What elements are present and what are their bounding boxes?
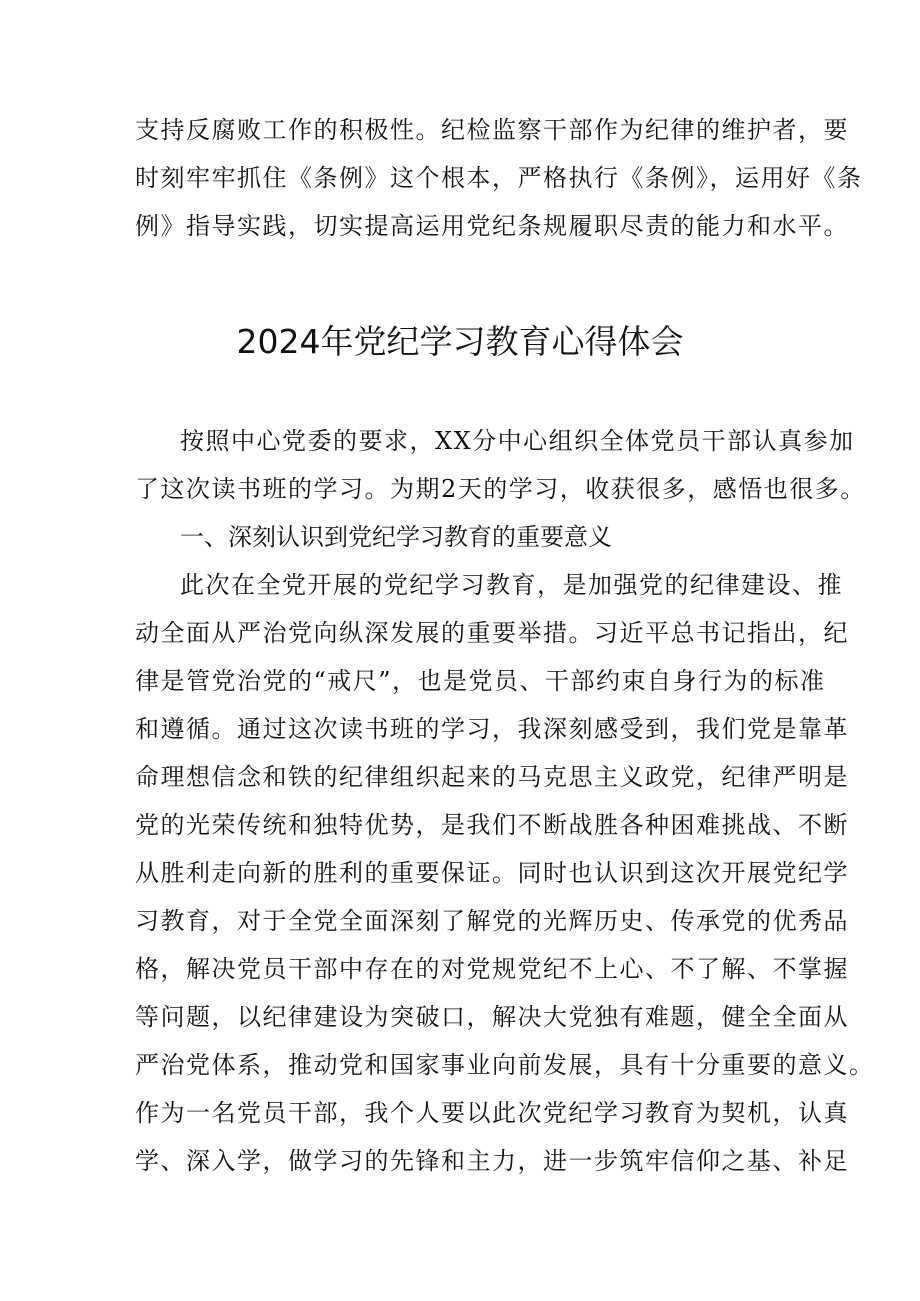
body-line: 严治党体系，推动党和国家事业向前发展，具有十分重要的意义。 (135, 1051, 875, 1079)
intro-line: 了这次读书班的学习。为期2天的学习，收获很多，感悟也很多。 (135, 475, 866, 503)
body-line: 学、深入学，做学习的先锋和主力，进一步筑牢信仰之基、补足 (135, 1147, 849, 1175)
body-line: 作为一名党员干部，我个人要以此次党纪学习教育为契机，认真 (135, 1099, 849, 1127)
body-line: 律是管党治党的“戒尺”，也是党员、干部约束自身行为的标准 (135, 667, 826, 695)
body-line: 习教育，对于全党全面深刻了解党的光辉历史、传承党的优秀品 (135, 907, 849, 935)
body-line: 和遵循。通过这次读书班的学习，我深刻感受到，我们党是靠革 (135, 715, 849, 743)
body-line: 从胜利走向新的胜利的重要保证。同时也认识到这次开展党纪学 (135, 859, 849, 887)
body-line: 格，解决党员干部中存在的对党规党纪不上心、不了解、不掌握 (135, 955, 849, 983)
document-title: 2024年党纪学习教育心得体会 (236, 322, 684, 361)
continuation-line: 支持反腐败工作的积极性。纪检监察干部作为纪律的维护者，要 (135, 116, 849, 144)
continuation-line: 时刻牢牢抓住《条例》这个根本，严格执行《条例》，运用好《条 (135, 164, 863, 192)
body-line: 党的光荣传统和独特优势，是我们不断战胜各种困难挑战、不断 (135, 811, 849, 839)
section-heading: 一、深刻认识到党纪学习教育的重要意义 (180, 523, 612, 551)
continuation-line: 例》指导实践，切实提高运用党纪条规履职尽责的能力和水平。 (135, 212, 849, 240)
intro-line: 按照中心党委的要求，XX分中心组织全体党员干部认真参加 (180, 427, 855, 455)
body-line: 等问题，以纪律建设为突破口，解决大党独有难题，健全全面从 (135, 1003, 849, 1031)
body-line: 此次在全党开展的党纪学习教育，是加强党的纪律建设、推 (180, 571, 843, 599)
body-line: 动全面从严治党向纵深发展的重要举措。习近平总书记指出，纪 (135, 619, 849, 647)
body-line: 命理想信念和铁的纪律组织起来的马克思主义政党，纪律严明是 (135, 763, 849, 791)
